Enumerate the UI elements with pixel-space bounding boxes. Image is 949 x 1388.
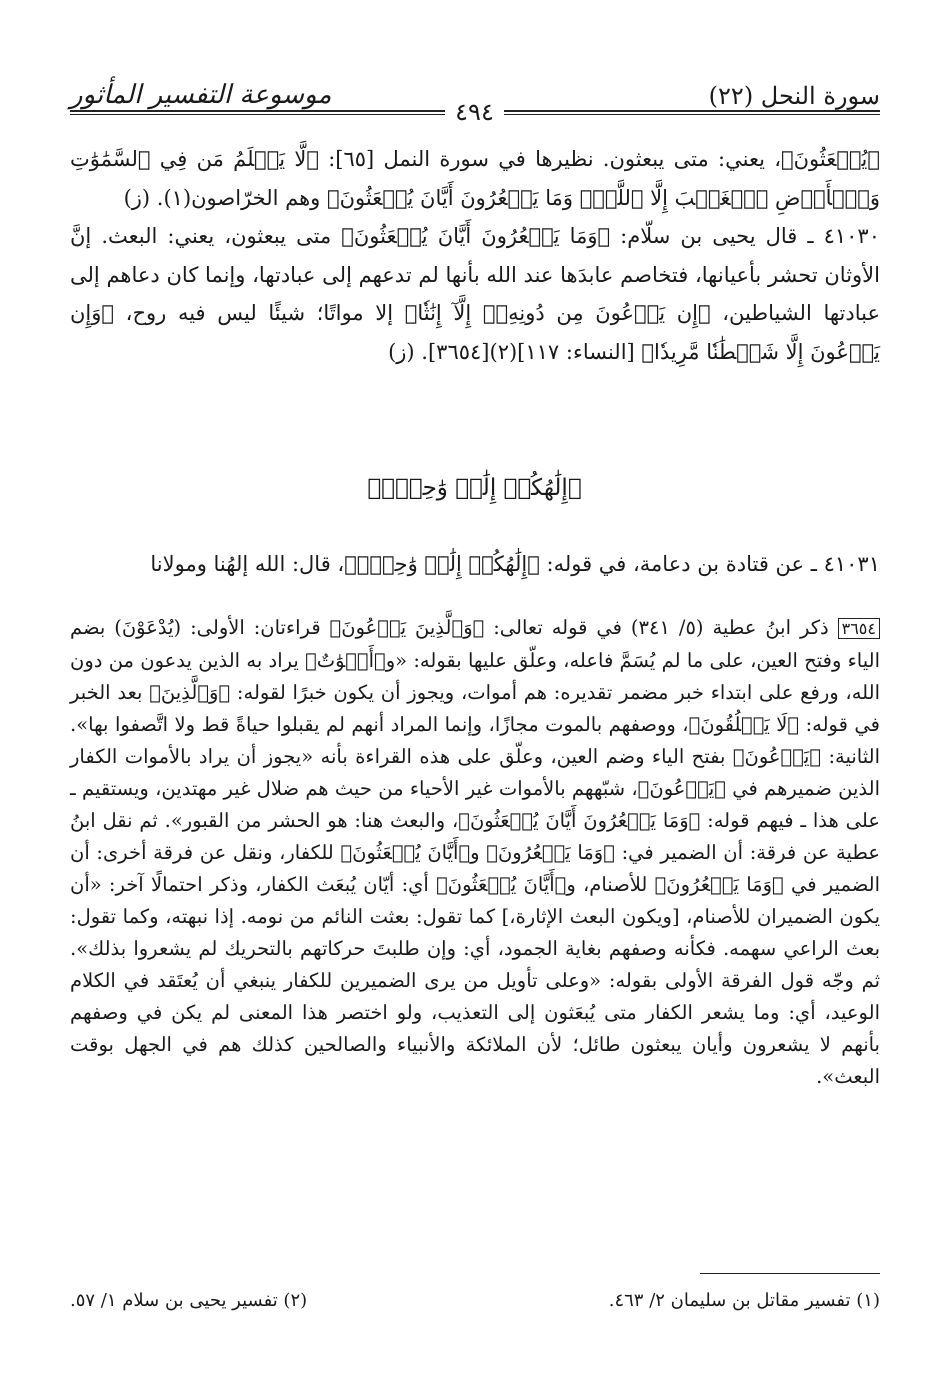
paragraph-41030: ٤١٠٣٠ ـ قال يحيى بن سلّام: ﴿وَمَا يَشۡعُرُونَ أَيَّانَ يُبۡعَثُونَ﴾ متى يبعثون، يعني: البعث. إنَّ الأوثان تحشر بأعيانها، فتخاصم عابدَها عند الله بأنها لم تدعهم إلى عبادتها، وإنما كان دعاهم إلى عبادتها الشياطين، ﴿إِن يَدۡعُونَ مِن دُونِهِۦٓ إِلَّآ إِنَٰثٗا﴾ إلا مواتًا؛ شيئًا ليس فيه روح، ﴿وَإِن يَدۡعُونَ إِلَّا شَيۡطَٰنٗا مَّرِيدٗا﴾ [النساء: ١١٧](٢)[٣٦٥٤]. (ز) xyxy=(70,224,880,364)
main-text xyxy=(70,140,880,372)
book-title: موسوعة التفسير المأثور xyxy=(70,80,332,110)
surah-title: سورة النحل (٢٢) xyxy=(708,82,880,110)
footnote-rule xyxy=(700,1273,880,1274)
footnote-1: (١) تفسير مقاتل بن سليمان ٢/ ٤٦٣. xyxy=(608,1290,880,1311)
page-number: ٤٩٤ xyxy=(0,98,949,126)
section-title: ﴿إِلَٰهُكُمۡ إِلَٰهٞ وَٰحِدٞۚ﴾ xyxy=(367,475,582,501)
note-text: ذكر ابنُ عطية (٥/ ٣٤١) في قوله تعالى: ﴿وَٱلَّذِينَ يَدۡعُونَ﴾ قراءتان: الأولى: (يُدْعَوْنَ) بضم الياء وفتح العين، على ما لم يُسَمَّ فاعله، وعلّق عليها بقوله: «و﴿أَمۡوَٰتٌ﴾ يراد به الذين يدعون من دون الله، ورفع على ابتداء خبر مضمر تقديره: هم أموات، ويجوز أن يكون خبرًا لقوله: ﴿وَٱلَّذِينَ﴾ بعد الخبر في قوله: ﴿لَا يَخۡلُقُونَ﴾، ووصفهم بالموت مجازًا، وإنما المراد أنهم لم يقبلوا حياةً قط ولا اتَّصفوا بها». الثانية: ﴿يَدۡعُونَ﴾ بفتح الياء وضم العين، وعلّق على هذه القراءة بأنه «يجوز أن يراد بالأموات الكفار الذين ضميرهم في ﴿يَدۡعُونَ﴾، شبّههم بالأموات غير الأحياء من حيث هم ضلال غير مهتدين، ويستقيم ـ على هذا ـ فيهم قوله: ﴿وَمَا يَشۡعُرُونَ أَيَّانَ يُبۡعَثُونَ﴾، والبعث هنا: هو الحشر من القبور». ثم نقل ابنُ عطية عن فرقة: أن الضمير في: ﴿وَمَا يَشۡعُرُونَ﴾ و﴿أَيَّانَ يُبۡعَثُونَ﴾ للكفار، ونقل عن فرقة أخرى: أن الضمير في ﴿وَمَا يَشۡعُرُونَ﴾ للأصنام، و﴿أَيَّانَ يُبۡعَثُونَ﴾ أي: أيّان يُبعَث الكفار، وذكر احتمالًا آخر: «أن يكون الضميران للأصنام، [ويكون البعث الإثارة،] كما تقول: بعثت النائم من نومه. إذا نبهته، وكما تقول: بعث الراعي سهمه. فكأنه وصفهم بغاية الجمود، أي: وإن طلبتَ حركاتهم بالتحريك لم يشعروا بذلك». ثم وجّه قول الفرقة الأولى بقوله: «وعلى تأويل من يرى الضميرين للكفار ينبغي أن يُعتَقد في الكلام الوعيد، أي: وما يشعر الكفار متى يُبعَثون إلى التعذيب، ولو اختصر هذا المعنى لم يكن في وصفهم بأنهم لا يشعرون وأيان يبعثون طائل؛ لأن الملائكة والأنبياء والصالحين كذلك هم في الجهل بوقت البعث». xyxy=(70,616,880,1088)
note-number-box: ٣٦٥٤ xyxy=(838,618,880,639)
footnote-2: (٢) تفسير يحيى بن سلام ١/ ٥٧. xyxy=(70,1290,308,1311)
paragraph-1: ﴿يُبۡعَثُونَ﴾، يعني: متى يبعثون. نظيرها في سورة النمل [٦٥]: ﴿لَّا يَعۡلَمُ مَن فِي ٱلسَّمَٰوَٰتِ وَٱلۡأَرۡضِ ٱلۡغَيۡبَ إِلَّا ٱللَّهُۚ وَمَا يَشۡعُرُونَ أَيَّانَ يُبۡعَثُونَ﴾ وهم الخرّاصون(١). (ز) xyxy=(70,147,880,210)
paragraph-41031: ٤١٠٣١ ـ عن قتادة بن دعامة، في قوله: ﴿إِلَٰهُكُمۡ إِلَٰهٞ وَٰحِدٞۚ﴾، قال: الله إلهُنا ومولانا xyxy=(150,552,880,576)
footnotes xyxy=(70,1290,880,1311)
commentary-note xyxy=(70,612,880,1093)
